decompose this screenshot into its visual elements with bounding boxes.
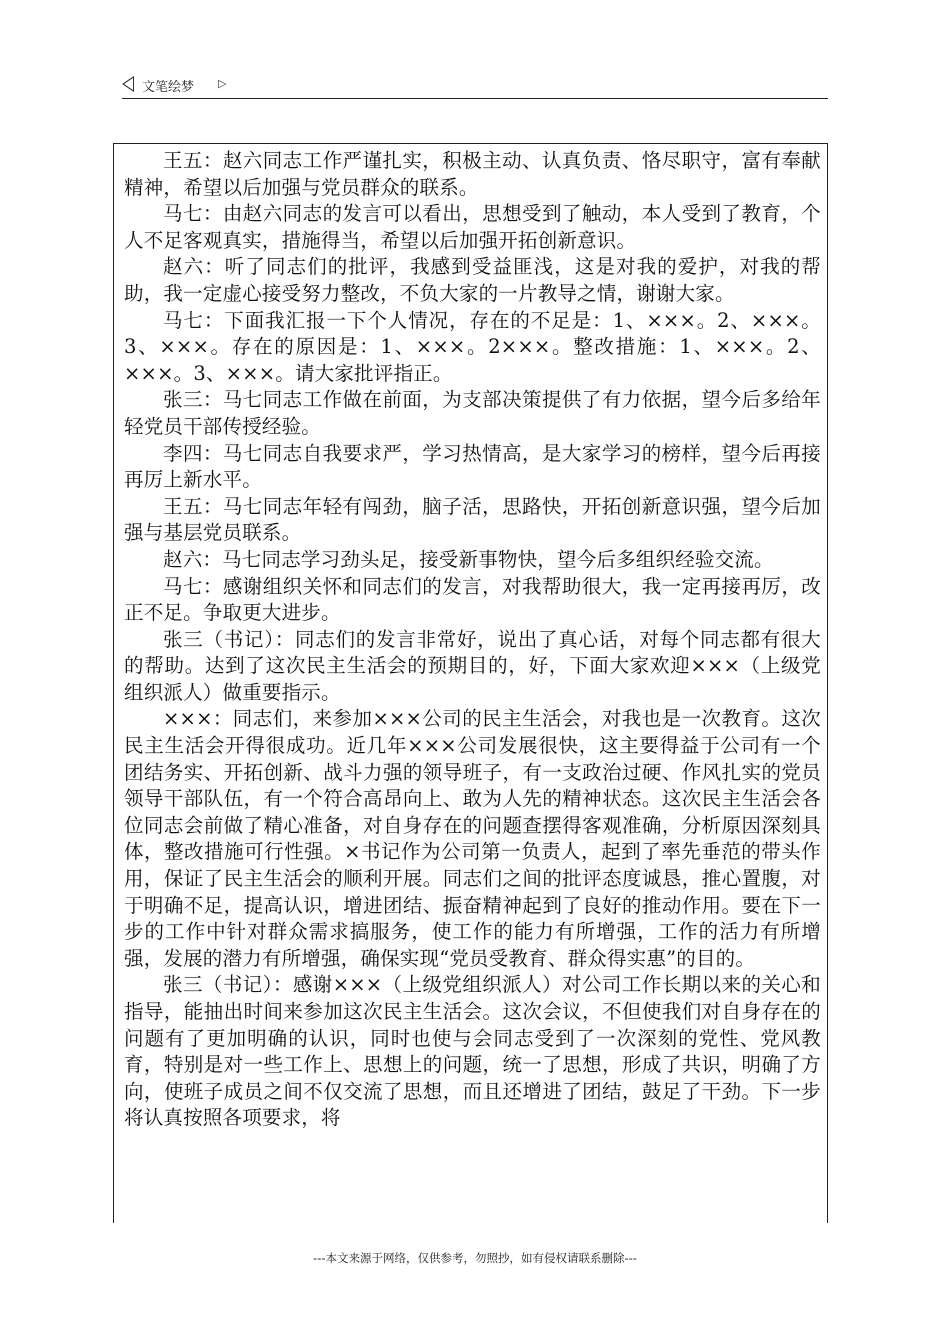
paragraph: 马七：下面我汇报一下个人情况，存在的不足是：1、×××。2、×××。3、×××。存在的原因是：1、×××。2×××。整改措施：1、×××。2、×××。3、×××。请大家批评指正。: [124, 308, 821, 385]
right-triangle-icon: ▷: [218, 77, 227, 90]
left-triangle-icon: [122, 76, 134, 92]
paragraph: 马七：由赵六同志的发言可以看出，思想受到了触动，本人受到了教育，个人不足客观真实，措施得当，希望以后加强开拓创新意识。: [124, 202, 821, 252]
paragraph: 王五：马七同志年轻有闯劲，脑子活，思路快，开拓创新意识强，望今后加强与基层党员联系。: [124, 494, 821, 545]
document-body: [113, 143, 828, 1223]
paragraph: 王五：赵六同志工作严谨扎实，积极主动、认真负责、恪尽职守，富有奉献精神，希望以后加强与党员群众的联系。: [124, 149, 821, 199]
page-header: [122, 74, 828, 99]
paragraph: 赵六：马七同志学习劲头足，接受新事物快，望今后多组织经验交流。: [163, 547, 774, 571]
paragraph: ×××：同志们，来参加×××公司的民主生活会，对我也是一次教育。这次民主生活会开得很成功。近几年×××公司发展很快，这主要得益于公司有一个团结务实、开拓创新、战斗力强的领导班子，有一支政治过硬、作风扎实的党员领导干部队伍，有一个符合高昂向上、敢为人先的精神状态。这次民主生活会各位同志会前做了精心准备，对自身存在的问题查摆得客观准确，分析原因深刻具体，整改措施可行性强。×书记作为公司第一负责人，起到了率先垂范的带头作用，保证了民主生活会的顺利开展。同志们之间的批评态度诚恳，推心置腹，对于明确不足，提高认识，增进团结、振奋精神起到了良好的推动作用。要在下一步的工作中针对群众需求搞服务，使工作的能力有所增强，工作的活力有所增强，发展的潜力有所增强，确保实现“党员受教育、群众得实惠”的目的。: [124, 707, 821, 970]
paragraph: 张三（书记）：感谢×××（上级党组织派人）对公司工作长期以来的关心和指导，能抽出时间来参加这次民主生活会。这次会议，不但使我们对自身存在的问题有了更加明确的认识，同时也使与会同志受到了一次深刻的党性、党风教育，特别是对一些工作上、思想上的问题，统一了思想，形成了共识，明确了方向，使班子成员之间不仅交流了思想，而且还增进了团结，鼓足了干劲。下一步将认真按照各项要求，将: [124, 973, 821, 1130]
header-brand: 文笔绘梦: [142, 80, 195, 95]
paragraph: 李四：马七同志自我要求严，学习热情高，是大家学习的榜样，望今后再接再厉上新水平。: [124, 441, 821, 492]
paragraph: 马七：感谢组织关怀和同志们的发言，对我帮助很大，我一定再接再厉，改正不足。争取更大进步。: [124, 574, 821, 625]
paragraph: 赵六：听了同志们的批评，我感到受益匪浅，这是对我的爱护，对我的帮助，我一定虚心接受努力整改，不负大家的一片教导之情，谢谢大家。: [124, 255, 821, 305]
footer-notice: ---本文来源于网络，仅供参考，勿照抄，如有侵权请联系删除---: [313, 1251, 637, 1265]
paragraph: 张三（书记）：同志们的发言非常好，说出了真心话，对每个同志都有很大的帮助。达到了这次民主生活会的预期目的，好，下面大家欢迎×××（上级党组织派人）做重要指示。: [124, 627, 821, 704]
paragraph: 张三：马七同志工作做在前面，为支部决策提供了有力依据，望今后多给年轻党员干部传授经验。: [124, 388, 821, 438]
